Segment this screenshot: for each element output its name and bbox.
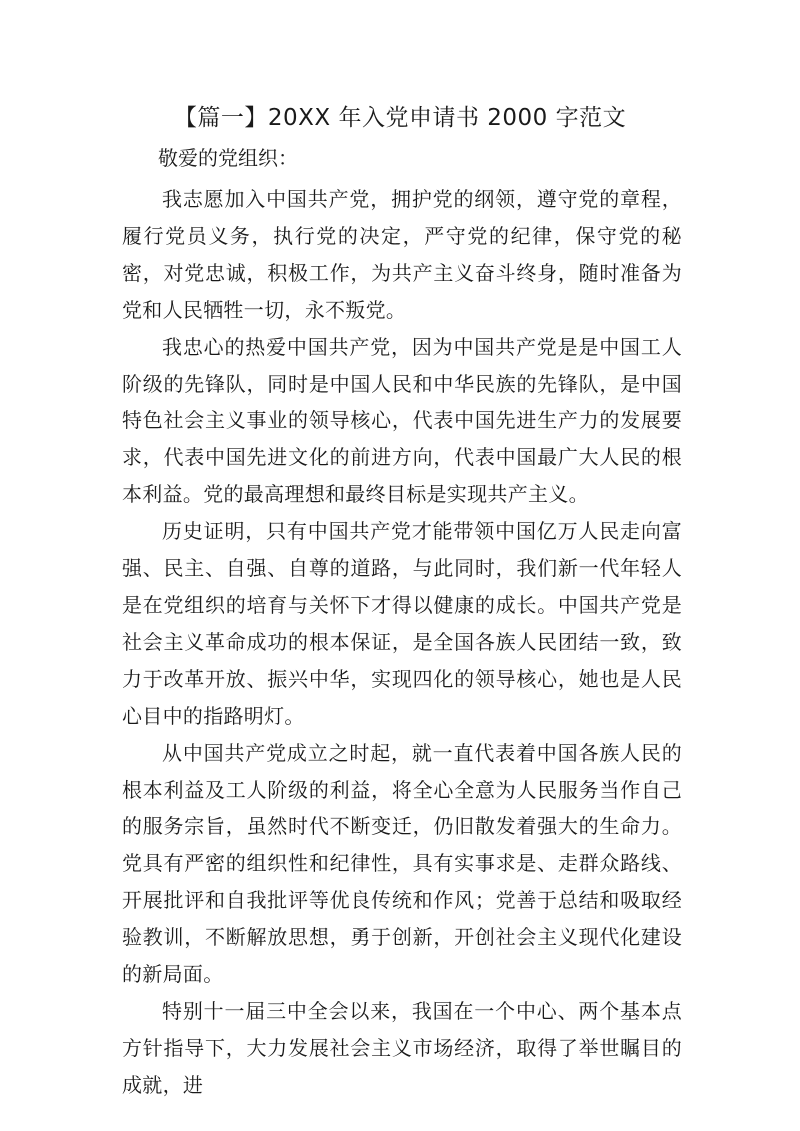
paragraph-5: 特别十一届三中全会以来，我国在一个中心、两个基本点方针指导下，大力发展社会主义市场经济，取得了举世瞩目的成就，进 (122, 998, 682, 1097)
paragraph-4: 从中国共产党成立之时起，就一直代表着中国各族人民的根本利益及工人阶级的利益，将全心全意为人民服务当作自己的服务宗旨，虽然时代不断变迁，仍旧散发着强大的生命力。党具有严密的组织性和纪律性，具有实事求是、走群众路线、开展批评和自我批评等优良传统和作风；党善于总结和吸取经验教训，不断解放思想，勇于创新，开创社会主义现代化建设的新局面。 (122, 740, 682, 987)
document-title: 【篇一】20XX 年入党申请书 2000 字范文 (173, 105, 627, 131)
paragraph-3: 历史证明，只有中国共产党才能带领中国亿万人民走向富强、民主、自强、自尊的道路，与此同时，我们新一代年轻人是在党组织的培育与关怀下才得以健康的成长。中国共产党是社会主义革命成功的根本保证，是全国各族人民团结一致，致力于改革开放、振兴中华，实现四化的领导核心，她也是人民心目中的指路明灯。 (122, 519, 682, 728)
salutation: 敬爱的党组织： (158, 146, 298, 170)
document-body (122, 181, 682, 1104)
paragraph-2: 我忠心的热爱中国共产党，因为中国共产党是是中国工人阶级的先锋队，同时是中国人民和中华民族的先锋队，是中国特色社会主义事业的领导核心，代表中国先进生产力的发展要求，代表中国先进文化的前进方向，代表中国最广大人民的根本利益。党的最高理想和最终目标是实现共产主义。 (122, 334, 682, 507)
paragraph-1: 我志愿加入中国共产党，拥护党的纲领，遵守党的章程，履行党员义务，执行党的决定，严守党的纪律，保守党的秘密，对党忠诚，积极工作，为共产主义奋斗终身，随时准备为党和人民牺牲一切，永不叛党。 (122, 187, 682, 322)
